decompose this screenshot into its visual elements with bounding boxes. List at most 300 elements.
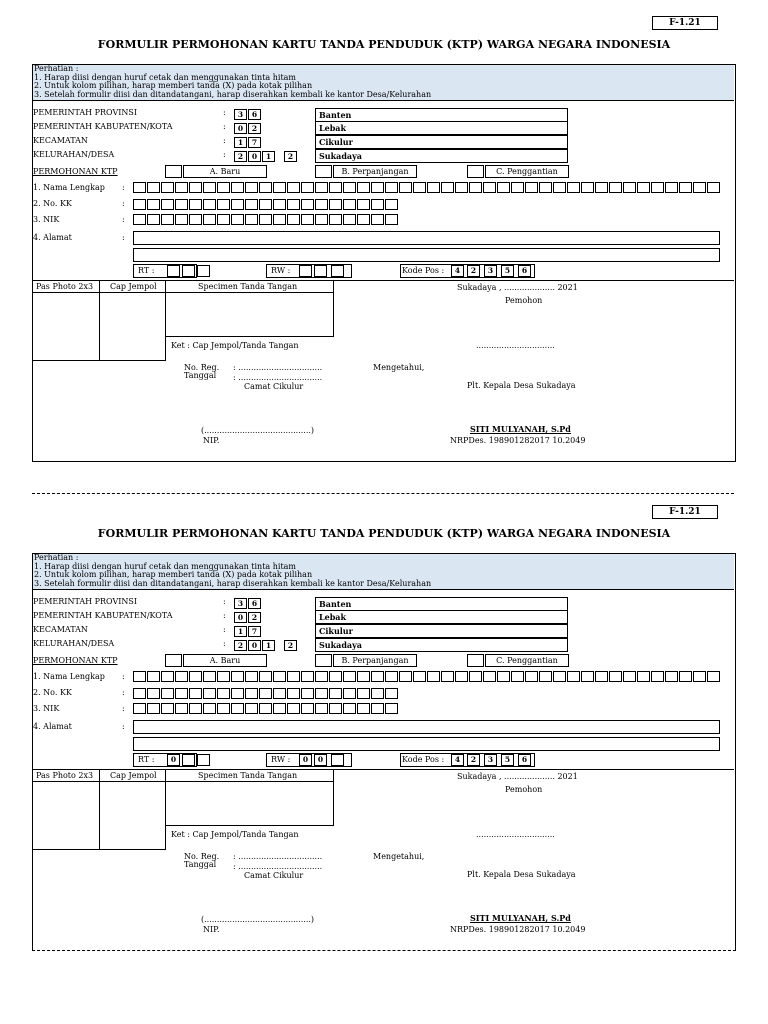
district-label: KECAMATAN [33, 136, 88, 145]
char-box[interactable] [189, 214, 202, 225]
char-box[interactable] [357, 182, 370, 193]
char-box[interactable] [231, 214, 244, 225]
char-box[interactable] [231, 671, 244, 682]
char-box[interactable] [343, 214, 356, 225]
char-box[interactable] [259, 182, 272, 193]
char-box[interactable] [637, 671, 650, 682]
village-code-digit[interactable]: 0 [248, 151, 261, 162]
char-box[interactable] [231, 199, 244, 210]
char-box[interactable] [147, 671, 160, 682]
char-box[interactable] [385, 703, 398, 714]
char-box[interactable] [399, 671, 412, 682]
char-box[interactable] [301, 671, 314, 682]
tanggal-field[interactable]: : ................................. [233, 862, 323, 871]
rw-digit[interactable] [299, 265, 312, 277]
place-date: Sukadaya , .................... 2021 [457, 283, 578, 292]
village-code-digit[interactable]: 2 [284, 640, 297, 651]
district-code-digit[interactable]: 7 [248, 626, 261, 637]
char-box[interactable] [427, 671, 440, 682]
province-name[interactable]: Banten [315, 597, 568, 611]
char-box[interactable] [651, 182, 664, 193]
char-box[interactable] [665, 182, 678, 193]
char-box[interactable] [287, 671, 300, 682]
postal-digit[interactable]: 2 [467, 265, 480, 277]
char-box[interactable] [469, 182, 482, 193]
char-box[interactable] [259, 688, 272, 699]
char-box[interactable] [567, 671, 580, 682]
address-line-2[interactable] [133, 248, 720, 262]
form-copy-2 [0, 501, 768, 981]
postal-digit[interactable]: 6 [518, 754, 531, 766]
cut-line [32, 493, 734, 494]
char-box[interactable] [385, 214, 398, 225]
rw-digit[interactable] [331, 265, 344, 277]
cap-jempol-label: Cap Jempol [110, 771, 157, 780]
char-box[interactable] [329, 703, 342, 714]
form-copy-1 [0, 12, 768, 492]
char-box[interactable] [245, 199, 258, 210]
char-box[interactable] [315, 182, 328, 193]
char-box[interactable] [371, 703, 384, 714]
village-label: KELURAHAN/DESA [33, 639, 115, 648]
char-box[interactable] [301, 199, 314, 210]
char-box[interactable] [385, 671, 398, 682]
char-box[interactable] [273, 671, 286, 682]
option-c-label: C. Penggantian [485, 165, 569, 178]
char-box[interactable] [133, 182, 146, 193]
char-box[interactable] [329, 671, 342, 682]
option-b-checkbox[interactable] [315, 165, 332, 178]
char-box[interactable] [273, 703, 286, 714]
option-b-label: B. Perpanjangan [333, 165, 417, 178]
char-box[interactable] [315, 199, 328, 210]
char-box[interactable] [469, 671, 482, 682]
regency-name[interactable]: Lebak [315, 610, 568, 624]
regency-code-digit[interactable]: 0 [234, 123, 247, 134]
name-label: 1. Nama Lengkap [33, 183, 105, 192]
district-label: KECAMATAN [33, 625, 88, 634]
regency-label: PEMERINTAH KABUPATEN/KOTA [33, 122, 173, 131]
province-code-digit[interactable]: 6 [248, 109, 261, 120]
postal-digit[interactable]: 4 [451, 265, 464, 277]
address-line-1[interactable] [133, 720, 720, 734]
char-box[interactable] [497, 182, 510, 193]
char-box[interactable] [609, 671, 622, 682]
tanggal-label: Tanggal [184, 860, 217, 869]
char-box[interactable] [357, 199, 370, 210]
name-label: 1. Nama Lengkap [33, 672, 105, 681]
colon: : [122, 722, 125, 731]
rw-digit[interactable]: 0 [299, 754, 312, 766]
char-box[interactable] [679, 671, 692, 682]
char-box[interactable] [217, 703, 230, 714]
province-label: PEMERINTAH PROVINSI [33, 597, 138, 606]
pemohon-signature-line[interactable]: ............................... [476, 341, 555, 350]
char-box[interactable] [385, 199, 398, 210]
char-box[interactable] [539, 182, 552, 193]
cap-jempol-box[interactable] [100, 280, 166, 360]
char-box[interactable] [189, 671, 202, 682]
district-code-digit[interactable]: 7 [248, 137, 261, 148]
char-box[interactable] [147, 182, 160, 193]
char-box[interactable] [455, 671, 468, 682]
char-box[interactable] [511, 182, 524, 193]
regency-code-digit[interactable]: 0 [234, 612, 247, 623]
char-box[interactable] [497, 671, 510, 682]
char-box[interactable] [161, 671, 174, 682]
char-box[interactable] [203, 214, 216, 225]
char-box[interactable] [287, 214, 300, 225]
nik-label: 3. NIK [33, 215, 60, 224]
char-box[interactable] [483, 671, 496, 682]
specimen-label: Specimen Tanda Tangan [198, 282, 298, 291]
postal-digit[interactable]: 4 [451, 754, 464, 766]
char-box[interactable] [623, 671, 636, 682]
char-box[interactable] [245, 688, 258, 699]
option-c-checkbox[interactable] [467, 165, 484, 178]
char-box[interactable] [357, 703, 370, 714]
char-box[interactable] [357, 671, 370, 682]
postal-label: Kode Pos : [402, 266, 445, 275]
specimen-header-rule [166, 781, 333, 782]
char-box[interactable] [651, 671, 664, 682]
char-box[interactable] [595, 182, 608, 193]
char-box[interactable] [287, 688, 300, 699]
rw-digit[interactable] [314, 265, 327, 277]
char-box[interactable] [245, 671, 258, 682]
colon: : [223, 611, 226, 620]
char-box[interactable] [273, 214, 286, 225]
char-box[interactable] [189, 688, 202, 699]
char-box[interactable] [343, 671, 356, 682]
char-box[interactable] [133, 214, 146, 225]
char-box[interactable] [259, 214, 272, 225]
char-box[interactable] [203, 199, 216, 210]
nik-boxes[interactable] [133, 214, 399, 225]
char-box[interactable] [231, 703, 244, 714]
char-box[interactable] [539, 671, 552, 682]
char-box[interactable] [175, 214, 188, 225]
colon: : [122, 199, 125, 208]
rw-label: RW : [271, 755, 291, 764]
char-box[interactable] [259, 199, 272, 210]
char-box[interactable] [133, 199, 146, 210]
char-box[interactable] [609, 182, 622, 193]
char-box[interactable] [273, 688, 286, 699]
district-code-digit[interactable]: 1 [234, 137, 247, 148]
char-box[interactable] [161, 214, 174, 225]
nik-label: 3. NIK [33, 704, 60, 713]
notice-line-3: 3. Setelah formulir diisi dan ditandatangani, harap diserahkan kembali ke kantor Desa/Kelurahan [34, 89, 432, 99]
char-box[interactable] [161, 182, 174, 193]
char-box[interactable] [637, 182, 650, 193]
rt-digit[interactable]: 0 [167, 754, 180, 766]
char-box[interactable] [343, 688, 356, 699]
postal-digit[interactable]: 5 [501, 265, 514, 277]
district-code-digit[interactable]: 1 [234, 626, 247, 637]
char-box[interactable] [693, 671, 706, 682]
application-label: PERMOHONAN KTP [33, 167, 118, 176]
char-box[interactable] [553, 182, 566, 193]
char-box[interactable] [301, 688, 314, 699]
char-box[interactable] [413, 671, 426, 682]
notice-line-1: 1. Harap diisi dengan huruf cetak dan menggunakan tinta hitam [34, 72, 297, 82]
char-box[interactable] [371, 199, 384, 210]
char-box[interactable] [245, 182, 258, 193]
kk-boxes[interactable] [133, 688, 399, 699]
rt-digit[interactable] [167, 265, 180, 277]
char-box[interactable] [217, 182, 230, 193]
char-box[interactable] [371, 182, 384, 193]
colon: : [122, 183, 125, 192]
char-box[interactable] [147, 214, 160, 225]
char-box[interactable] [371, 214, 384, 225]
postal-digit[interactable]: 5 [501, 754, 514, 766]
village-name[interactable]: Sukadaya [315, 149, 568, 163]
village-name[interactable]: Sukadaya [315, 638, 568, 652]
no-reg-field[interactable]: : ................................. [233, 363, 323, 372]
char-box[interactable] [581, 671, 594, 682]
char-box[interactable] [343, 182, 356, 193]
char-box[interactable] [483, 182, 496, 193]
no-reg-label: No. Reg. [184, 852, 220, 861]
camat-signature-line[interactable]: (..........................................) [201, 426, 315, 435]
notice-line-2: 2. Untuk kolom pilihan, harap memberi tanda (X) pada kotak pilihan [34, 570, 313, 579]
char-box[interactable] [287, 703, 300, 714]
postal-digit[interactable]: 2 [467, 754, 480, 766]
village-code-digit[interactable]: 1 [262, 151, 275, 162]
char-box[interactable] [273, 199, 286, 210]
form-code: F-1.21 [652, 16, 718, 30]
camat-signature-line[interactable]: (..........................................) [201, 915, 315, 924]
char-box[interactable] [217, 199, 230, 210]
char-box[interactable] [203, 182, 216, 193]
rt-digit[interactable] [182, 754, 195, 766]
char-box[interactable] [315, 688, 328, 699]
postal-digit[interactable]: 6 [518, 265, 531, 277]
char-box[interactable] [147, 703, 160, 714]
application-label: PERMOHONAN KTP [33, 656, 118, 665]
char-box[interactable] [623, 182, 636, 193]
option-a-checkbox[interactable] [165, 654, 182, 667]
char-box[interactable] [175, 688, 188, 699]
option-a-checkbox[interactable] [165, 165, 182, 178]
char-box[interactable] [301, 703, 314, 714]
char-box[interactable] [511, 671, 524, 682]
rt-digit[interactable] [182, 265, 195, 277]
specimen-label: Specimen Tanda Tangan [198, 771, 298, 780]
char-box[interactable] [553, 671, 566, 682]
char-box[interactable] [707, 671, 720, 682]
rw-digit[interactable] [331, 754, 344, 766]
char-box[interactable] [273, 182, 286, 193]
char-box[interactable] [679, 182, 692, 193]
notice-heading: Perhatian : [34, 64, 79, 73]
char-box[interactable] [217, 688, 230, 699]
char-box[interactable] [441, 671, 454, 682]
nip-label: NIP. [203, 436, 220, 445]
specimen-header-rule [166, 292, 333, 293]
char-box[interactable] [385, 182, 398, 193]
char-box[interactable] [581, 182, 594, 193]
char-box[interactable] [371, 671, 384, 682]
char-box[interactable] [665, 671, 678, 682]
char-box[interactable] [147, 199, 160, 210]
village-code-digit[interactable]: 2 [284, 151, 297, 162]
char-box[interactable] [203, 671, 216, 682]
char-box[interactable] [147, 688, 160, 699]
province-code-digit[interactable]: 3 [234, 598, 247, 609]
char-box[interactable] [259, 671, 272, 682]
address-line-1[interactable] [133, 231, 720, 245]
char-box[interactable] [189, 182, 202, 193]
colon: : [223, 136, 226, 145]
char-box[interactable] [329, 688, 342, 699]
char-box[interactable] [441, 182, 454, 193]
option-b-checkbox[interactable] [315, 654, 332, 667]
char-box[interactable] [301, 182, 314, 193]
name-boxes[interactable] [133, 182, 721, 193]
char-box[interactable] [231, 182, 244, 193]
colon: : [122, 704, 125, 713]
char-box[interactable] [189, 199, 202, 210]
colon: : [223, 597, 226, 606]
char-box[interactable] [259, 703, 272, 714]
char-box[interactable] [329, 199, 342, 210]
char-box[interactable] [343, 703, 356, 714]
char-box[interactable] [161, 688, 174, 699]
char-box[interactable] [133, 688, 146, 699]
char-box[interactable] [245, 703, 258, 714]
option-c-label: C. Penggantian [485, 654, 569, 667]
char-box[interactable] [315, 214, 328, 225]
char-box[interactable] [357, 214, 370, 225]
postal-digit[interactable]: 3 [484, 265, 497, 277]
char-box[interactable] [413, 182, 426, 193]
district-name[interactable]: Cikulur [315, 624, 568, 638]
pemohon-signature-line[interactable]: ............................... [476, 830, 555, 839]
no-reg-field[interactable]: : ................................. [233, 852, 323, 861]
char-box[interactable] [385, 688, 398, 699]
mengetahui-label: Mengetahui, [373, 852, 425, 861]
name-boxes[interactable] [133, 671, 721, 682]
char-box[interactable] [175, 199, 188, 210]
char-box[interactable] [287, 182, 300, 193]
char-box[interactable] [175, 671, 188, 682]
rt-digit[interactable] [197, 754, 210, 766]
cap-jempol-box[interactable] [100, 769, 166, 849]
colon: : [122, 688, 125, 697]
char-box[interactable] [707, 182, 720, 193]
char-box[interactable] [161, 199, 174, 210]
notice-line-3: 3. Setelah formulir diisi dan ditandatangani, harap diserahkan kembali ke kantor Desa/Kelurahan [34, 578, 432, 588]
char-box[interactable] [329, 182, 342, 193]
char-box[interactable] [217, 671, 230, 682]
nip-label: NIP. [203, 925, 220, 934]
char-box[interactable] [231, 688, 244, 699]
char-box[interactable] [567, 182, 580, 193]
notice-heading: Perhatian : [34, 553, 79, 562]
char-box[interactable] [455, 182, 468, 193]
photo-bottom-rule [33, 849, 166, 850]
rw-digit[interactable]: 0 [314, 754, 327, 766]
address-line-2[interactable] [133, 737, 720, 751]
char-box[interactable] [371, 688, 384, 699]
village-code-digit[interactable]: 2 [234, 640, 247, 651]
tanggal-label: Tanggal [184, 371, 217, 380]
province-code-digit[interactable]: 6 [248, 598, 261, 609]
char-box[interactable] [203, 688, 216, 699]
village-code-digit[interactable]: 0 [248, 640, 261, 651]
form-title: FORMULIR PERMOHONAN KARTU TANDA PENDUDUK (KTP) WARGA NEGARA INDONESIA [97, 527, 671, 540]
char-box[interactable] [175, 703, 188, 714]
char-box[interactable] [315, 703, 328, 714]
char-box[interactable] [189, 703, 202, 714]
kepala-desa-name: SITI MULYANAH, S.Pd [470, 424, 571, 434]
char-box[interactable] [343, 199, 356, 210]
kepala-desa-label: Plt. Kepala Desa Sukadaya [467, 870, 576, 879]
tanggal-field[interactable]: : ................................. [233, 373, 323, 382]
char-box[interactable] [175, 182, 188, 193]
char-box[interactable] [301, 214, 314, 225]
char-box[interactable] [693, 182, 706, 193]
option-c-checkbox[interactable] [467, 654, 484, 667]
char-box[interactable] [203, 703, 216, 714]
form-code: F-1.21 [652, 505, 718, 519]
notice-panel [33, 554, 734, 590]
char-box[interactable] [357, 688, 370, 699]
option-a-label: A. Baru [183, 654, 267, 667]
colon: : [223, 108, 226, 117]
kk-boxes[interactable] [133, 199, 399, 210]
province-code-digit[interactable]: 3 [234, 109, 247, 120]
char-box[interactable] [329, 214, 342, 225]
char-box[interactable] [399, 182, 412, 193]
char-box[interactable] [161, 703, 174, 714]
camat-label: Camat Cikulur [244, 871, 304, 880]
district-name[interactable]: Cikulur [315, 135, 568, 149]
char-box[interactable] [245, 214, 258, 225]
province-name[interactable]: Banten [315, 108, 568, 122]
char-box[interactable] [595, 671, 608, 682]
regency-code-digit[interactable]: 2 [248, 123, 261, 134]
char-box[interactable] [525, 671, 538, 682]
ket-label: Ket : Cap Jempol/Tanda Tangan [171, 830, 299, 839]
colon: : [223, 625, 226, 634]
char-box[interactable] [427, 182, 440, 193]
colon: : [122, 215, 125, 224]
regency-name[interactable]: Lebak [315, 121, 568, 135]
rt-label: RT : [138, 755, 155, 764]
rt-digit[interactable] [197, 265, 210, 277]
nik-boxes[interactable] [133, 703, 399, 714]
char-box[interactable] [525, 182, 538, 193]
char-box[interactable] [133, 703, 146, 714]
pemohon-label: Pemohon [505, 785, 543, 794]
regency-code-digit[interactable]: 2 [248, 612, 261, 623]
char-box[interactable] [287, 199, 300, 210]
form-title: FORMULIR PERMOHONAN KARTU TANDA PENDUDUK (KTP) WARGA NEGARA INDONESIA [97, 38, 671, 51]
nrpdes-label: NRPDes. 198901282017 10.2049 [450, 436, 586, 445]
village-code-digit[interactable]: 2 [234, 151, 247, 162]
kepala-desa-label: Plt. Kepala Desa Sukadaya [467, 381, 576, 390]
char-box[interactable] [217, 214, 230, 225]
village-code-digit[interactable]: 1 [262, 640, 275, 651]
postal-digit[interactable]: 3 [484, 754, 497, 766]
char-box[interactable] [133, 671, 146, 682]
no-reg-label: No. Reg. [184, 363, 220, 372]
char-box[interactable] [315, 671, 328, 682]
